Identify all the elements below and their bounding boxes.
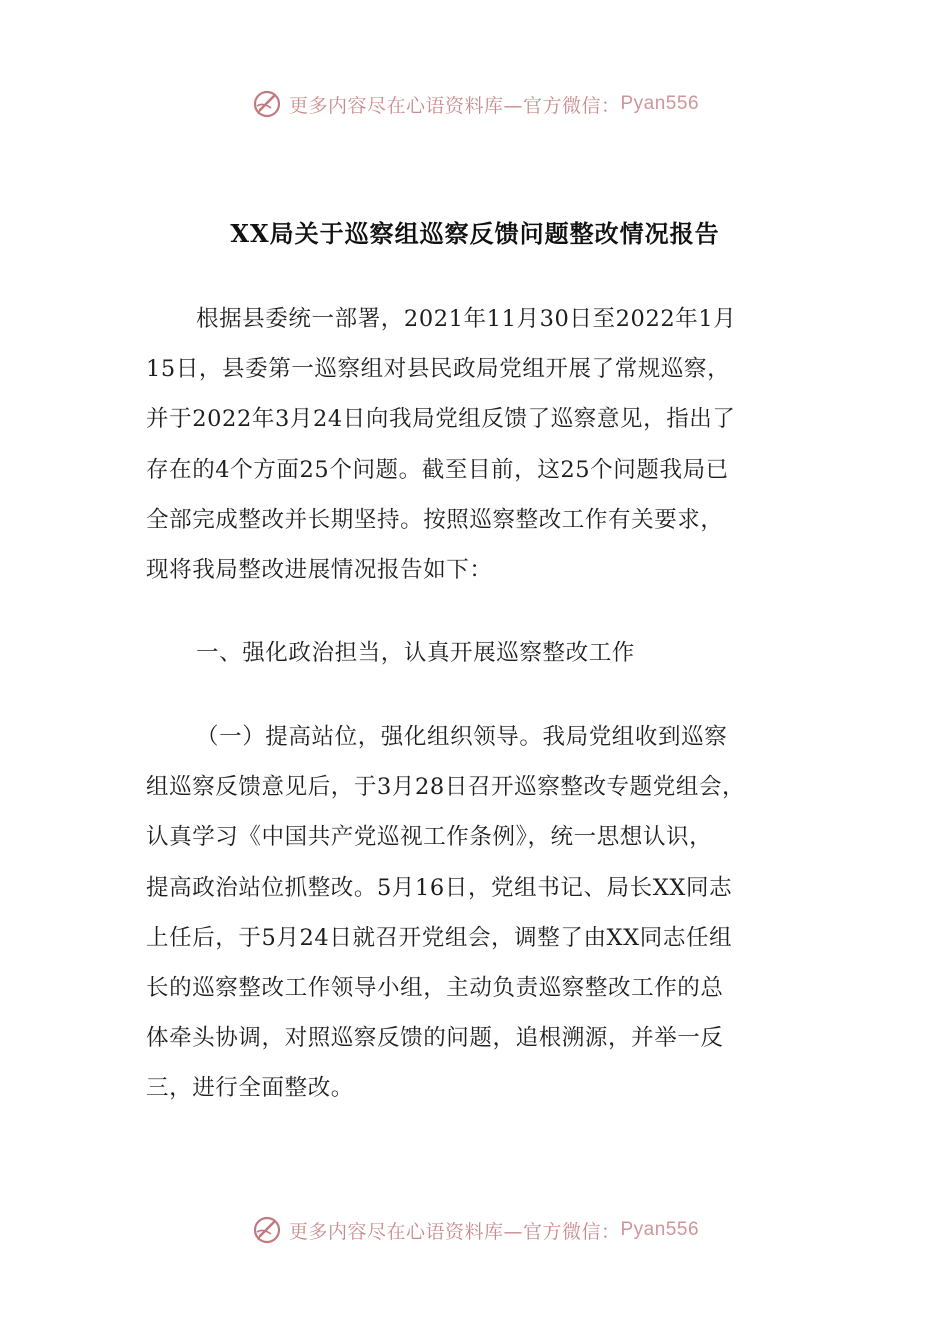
paragraph-line: 15日，县委第一巡察组对县民政局党组开展了常规巡察， bbox=[146, 356, 731, 383]
paragraph-line: 并于2022年3月24日向我局党组反馈了巡察意见，指出了 bbox=[146, 406, 736, 433]
section-heading bbox=[146, 628, 806, 678]
paragraph-line: 三，进行全面整改。 bbox=[146, 1075, 354, 1102]
paragraph-line: 全部完成整改并长期坚持。按照巡察整改工作有关要求， bbox=[146, 506, 724, 533]
watermark-text: 更多内容尽在心语资料库—官方微信： bbox=[288, 1220, 621, 1243]
section-heading-text: 一、强化政治担当，认真开展巡察整改工作 bbox=[196, 640, 635, 666]
paragraph-line: 长的巡察整改工作领导小组，主动负责巡察整改工作的总 bbox=[146, 975, 724, 1002]
paragraph-line: 认真学习《中国共产党巡视工作条例》，统一思想认识， bbox=[146, 824, 713, 851]
paragraph-line: 上任后，于5月24日就召开党组会，调整了由XX同志任组 bbox=[146, 924, 733, 951]
watermark-handle: Pyan556 bbox=[620, 93, 700, 114]
paragraph-line: 提高政治站位抓整改。5月16日，党组书记、局长XX同志 bbox=[146, 874, 733, 901]
paragraph-intro bbox=[146, 294, 806, 595]
pen-circle-logo-icon bbox=[251, 1214, 283, 1246]
watermark-text: 更多内容尽在心语资料库—官方微信： bbox=[288, 94, 621, 117]
document-title: XX局关于巡察组巡察反馈问题整改情况报告 bbox=[230, 219, 720, 248]
pen-circle-logo-icon bbox=[251, 88, 283, 120]
watermark-handle: Pyan556 bbox=[620, 1219, 700, 1240]
paragraph-section-1 bbox=[146, 712, 806, 1114]
paragraph-line: 组巡察反馈意见后，于3月28日召开巡察整改专题党组会， bbox=[146, 774, 746, 801]
header-watermark bbox=[0, 86, 950, 122]
footer-watermark bbox=[0, 1212, 950, 1248]
paragraph-line: 现将我局整改进展情况报告如下： bbox=[146, 557, 493, 584]
paragraph-line: 存在的4个方面25个问题。截至目前，这25个问题我局已 bbox=[146, 456, 729, 483]
paragraph-line: （一）提高站位，强化组织领导。我局党组收到巡察 bbox=[196, 724, 728, 750]
paragraph-line: 根据县委统一部署，2021年11月30日至2022年1月 bbox=[196, 306, 737, 332]
paragraph-line: 体牵头协调，对照巡察反馈的问题，追根溯源，并举一反 bbox=[146, 1025, 724, 1052]
